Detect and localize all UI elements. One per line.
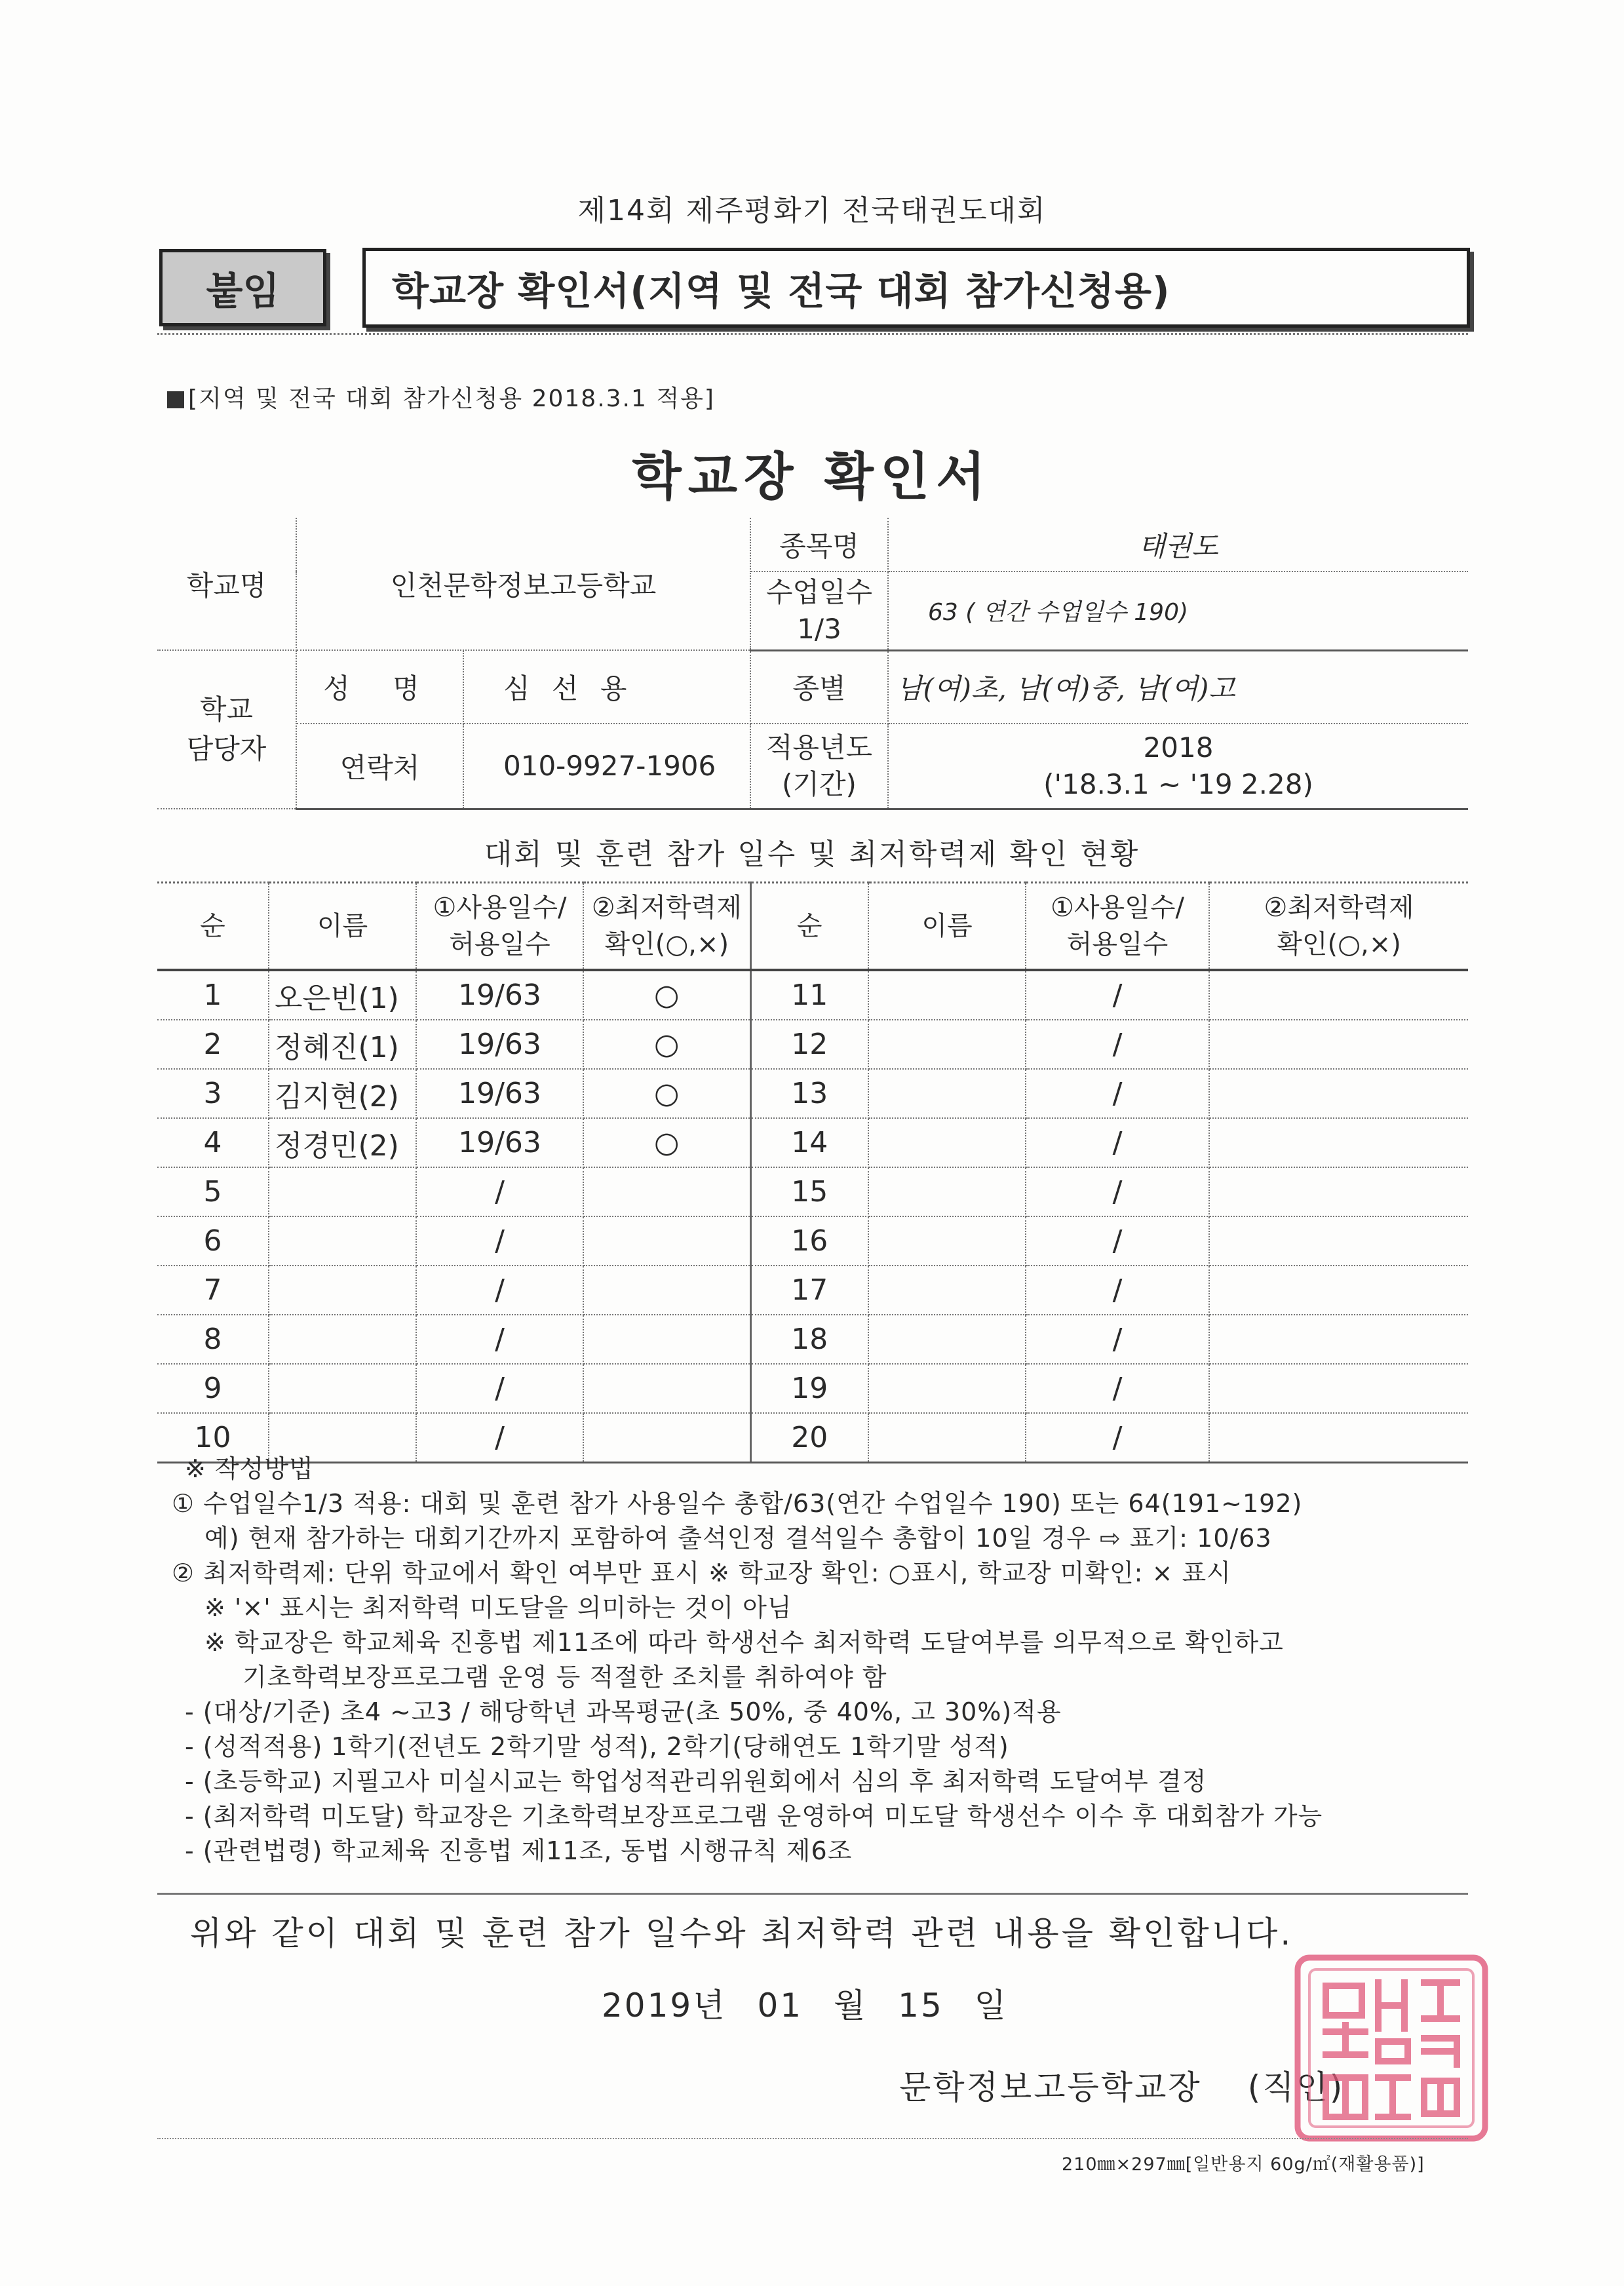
roster-name — [868, 1020, 1026, 1069]
note-1b: 예) 현재 참가하는 대회기간까지 포함하여 출석인정 결석일수 총합이 10일 경우 ⇨ 표기: 10/63 — [204, 1524, 1272, 1553]
instructions — [172, 1452, 1482, 1869]
signer — [899, 2061, 1344, 2108]
roster-no: 11 — [750, 970, 868, 1020]
table-row — [157, 1266, 1468, 1315]
year-value-line1: 2018 — [1143, 731, 1214, 764]
roster-days: / — [1026, 970, 1209, 1020]
roster-name — [868, 1118, 1026, 1167]
divider — [157, 333, 1468, 335]
class-days-label — [750, 572, 888, 650]
bullet-law: - (관련법령) 학교체육 진흥법 제11조, 동법 시행규칙 제6조 — [185, 1836, 853, 1865]
document-heading: 학교장 확인서(지역 및 전국 대회 참가신청용) — [362, 248, 1470, 328]
table-row — [157, 1364, 1468, 1413]
table-row — [157, 1216, 1468, 1266]
official-seal-stamp — [1290, 1950, 1493, 2146]
roster-days: / — [416, 1266, 583, 1315]
roster-name — [269, 1167, 416, 1216]
roster-header-row — [157, 883, 1468, 971]
roster-days: 19/63 — [416, 970, 583, 1020]
roster-name — [868, 1364, 1026, 1413]
header-no: 순 — [750, 883, 868, 971]
header-check — [583, 883, 750, 971]
roster-subtitle: 대회 및 훈련 참가 일수 및 최저학력제 확인 현황 — [484, 838, 1140, 871]
roster-no: 7 — [157, 1266, 269, 1315]
roster-check — [1209, 1216, 1468, 1266]
class-days-label-line1: 수업일수 — [765, 575, 873, 608]
notes-title: ※ 작성방법 — [185, 1454, 314, 1483]
roster-check — [583, 1364, 750, 1413]
table-row — [157, 1020, 1468, 1069]
roster-name: 오은빈(1) — [269, 970, 416, 1020]
roster-name: 정경민(2) — [269, 1118, 416, 1167]
header-days — [1026, 883, 1209, 971]
roster-no: 15 — [750, 1167, 868, 1216]
roster-name — [269, 1364, 416, 1413]
roster-days: / — [1026, 1364, 1209, 1413]
roster-days: / — [1026, 1069, 1209, 1118]
divider — [157, 1893, 1468, 1895]
roster-no: 2 — [157, 1020, 269, 1069]
roster-no: 10 — [157, 1413, 269, 1463]
roster-days: / — [1026, 1216, 1209, 1266]
bullet-target: - (대상/기준) 초4 ~고3 / 해당학년 과목평균(초 50%, 중 40%, 고 30%)적용 — [185, 1697, 1062, 1726]
roster-no: 18 — [750, 1315, 868, 1364]
roster-check — [1209, 1069, 1468, 1118]
roster-days: / — [416, 1216, 583, 1266]
roster-no: 12 — [750, 1020, 868, 1069]
category-label: 종별 — [750, 650, 888, 724]
roster-check — [1209, 1266, 1468, 1315]
roster-no: 4 — [157, 1118, 269, 1167]
school-name: 인천문학정보고등학교 — [296, 518, 750, 650]
form-note — [167, 380, 715, 414]
name-label: 성 명 — [296, 650, 463, 724]
seal-mark: (직인) — [1247, 2068, 1345, 2106]
signer-name: 문학정보고등학교장 — [899, 2068, 1202, 2106]
paper-spec: 210㎜×297㎜[일반용지 60g/㎡(재활용품)] — [1062, 2154, 1425, 2175]
bullet-unmet: - (최저학력 미도달) 학교장은 기초학력보장프로그램 운영하여 미도달 학생선수 이수 후 대회참가 가능 — [185, 1802, 1323, 1831]
roster-name — [269, 1315, 416, 1364]
roster-no: 14 — [750, 1118, 868, 1167]
roster-no: 19 — [750, 1364, 868, 1413]
roster-no: 16 — [750, 1216, 868, 1266]
roster-days: 19/63 — [416, 1069, 583, 1118]
header-days-line2: 허용일수 — [1066, 929, 1169, 959]
header-name: 이름 — [868, 883, 1026, 971]
roster-name: 김지현(2) — [269, 1069, 416, 1118]
note-4a: ※ 학교장은 학교체육 진흥법 제11조에 따라 학생선수 최저학력 도달여부를 의무적으로 확인하고 — [204, 1628, 1284, 1657]
roster-check — [1209, 1118, 1468, 1167]
contact-value: 010-9927-1906 — [463, 724, 750, 809]
roster-check — [583, 1315, 750, 1364]
roster-name — [868, 1069, 1026, 1118]
document-date: 2019년 01 월 15 일 — [602, 1986, 1008, 2024]
roster-check — [1209, 1315, 1468, 1364]
header-days-line1: ①사용일수/ — [433, 893, 567, 923]
header-check-line1: ②최저학력제 — [1264, 893, 1414, 923]
sport-label: 종목명 — [750, 518, 888, 572]
roster-no: 9 — [157, 1364, 269, 1413]
roster-check — [583, 1266, 750, 1315]
roster-days: / — [1026, 1167, 1209, 1216]
table-row — [157, 1315, 1468, 1364]
header-days-line1: ①사용일수/ — [1051, 893, 1184, 923]
roster-name — [868, 1315, 1026, 1364]
school-info-table — [157, 518, 1468, 810]
year-label — [750, 724, 888, 809]
roster-no: 3 — [157, 1069, 269, 1118]
table-row — [157, 970, 1468, 1020]
bullet-grades: - (성적적용) 1학기(전년도 2학기말 성적), 2학기(당해연도 1학기말 성적) — [185, 1732, 1009, 1761]
roster-name — [269, 1266, 416, 1315]
school-name-label: 학교명 — [157, 518, 296, 650]
roster-days: 19/63 — [416, 1020, 583, 1069]
year-label-line1: 적용년도 — [765, 731, 873, 764]
roster-name — [868, 1216, 1026, 1266]
roster-days: / — [416, 1167, 583, 1216]
roster-no: 6 — [157, 1216, 269, 1266]
header-check-line2: 확인(○,×) — [1277, 929, 1401, 959]
year-value-line2: ('18.3.1 ~ '19 2.28) — [1043, 767, 1313, 800]
confirmation-statement: 위와 같이 대회 및 훈련 참가 일수와 최저학력 관련 내용을 확인합니다. — [190, 1914, 1294, 1952]
roster-name — [269, 1216, 416, 1266]
header-check-line2: 확인(○,×) — [604, 929, 729, 959]
roster-no: 13 — [750, 1069, 868, 1118]
bullet-elementary: - (초등학교) 지필고사 미실시교는 학업성적관리위원회에서 심의 후 최저학력 도달여부 결정 — [185, 1767, 1207, 1796]
contact-label: 연락처 — [296, 724, 463, 809]
event-title: 제14회 제주평화기 전국태권도대회 — [577, 194, 1047, 227]
roster-check — [1209, 1167, 1468, 1216]
header-no: 순 — [157, 883, 269, 971]
note-2: ② 최저학력제: 단위 학교에서 확인 여부만 표시 ※ 학교장 확인: ○표시, 학교장 미확인: × 표시 — [172, 1559, 1231, 1587]
roster-days: / — [1026, 1020, 1209, 1069]
roster-check: ○ — [583, 1069, 750, 1118]
manager-label-line2: 담당자 — [186, 733, 267, 765]
table-row — [157, 1118, 1468, 1167]
roster-name — [868, 970, 1026, 1020]
roster-check — [1209, 1364, 1468, 1413]
roster-table — [157, 881, 1468, 1463]
note-4b: 기초학력보장프로그램 운영 등 적절한 조치를 취하여야 함 — [242, 1663, 887, 1692]
form-note-text: [지역 및 전국 대회 참가신청용 2018.3.1 적용] — [188, 385, 715, 412]
roster-check: ○ — [583, 1020, 750, 1069]
note-3: ※ '×' 표시는 최저학력 미도달을 의미하는 것이 아님 — [204, 1593, 792, 1622]
page-title: 학교장 확인서 — [632, 448, 992, 507]
roster-no: 5 — [157, 1167, 269, 1216]
roster-check: ○ — [583, 1118, 750, 1167]
roster-check — [583, 1167, 750, 1216]
roster-no: 17 — [750, 1266, 868, 1315]
roster-name: 정혜진(1) — [269, 1020, 416, 1069]
year-value — [888, 724, 1468, 809]
category-value: 남(여)초, 남(여)중, 남(여)고 — [888, 650, 1468, 724]
class-days-label-line2: 1/3 — [797, 612, 841, 645]
roster-check — [1209, 970, 1468, 1020]
table-row — [157, 1167, 1468, 1216]
table-row — [157, 1069, 1468, 1118]
roster-days: 19/63 — [416, 1118, 583, 1167]
roster-days: / — [1026, 1315, 1209, 1364]
roster-days: / — [416, 1413, 583, 1463]
year-label-line2: (기간) — [782, 767, 857, 800]
sport-value: 태권도 — [888, 518, 1468, 572]
manager-label — [157, 650, 296, 809]
divider — [157, 2138, 1468, 2139]
class-days-value: 63 ( 연간 수업일수 190) — [888, 572, 1468, 650]
roster-days: / — [1026, 1118, 1209, 1167]
roster-no: 1 — [157, 970, 269, 1020]
attachment-label: 붙임 — [159, 249, 326, 326]
manager-name: 심 선 용 — [463, 650, 750, 724]
roster-days: / — [416, 1315, 583, 1364]
header-check — [1209, 883, 1468, 971]
roster-check — [583, 1216, 750, 1266]
roster-days: / — [1026, 1266, 1209, 1315]
roster-check — [1209, 1020, 1468, 1069]
roster-check: ○ — [583, 970, 750, 1020]
roster-days: / — [416, 1364, 583, 1413]
note-1a: ① 수업일수1/3 적용: 대회 및 훈련 참가 사용일수 총합/63(연간 수업일수 190) 또는 64(191~192) — [172, 1489, 1303, 1518]
square-bullet-icon — [167, 391, 184, 408]
roster-no: 20 — [750, 1413, 868, 1463]
roster-no: 8 — [157, 1315, 269, 1364]
roster-name — [868, 1266, 1026, 1315]
roster-name — [868, 1167, 1026, 1216]
manager-label-line1: 학교 — [199, 693, 254, 726]
header-check-line1: ②최저학력제 — [591, 893, 742, 923]
header-days — [416, 883, 583, 971]
header-days-line2: 허용일수 — [449, 929, 551, 959]
roster-days: / — [1026, 1413, 1209, 1463]
header-name: 이름 — [269, 883, 416, 971]
